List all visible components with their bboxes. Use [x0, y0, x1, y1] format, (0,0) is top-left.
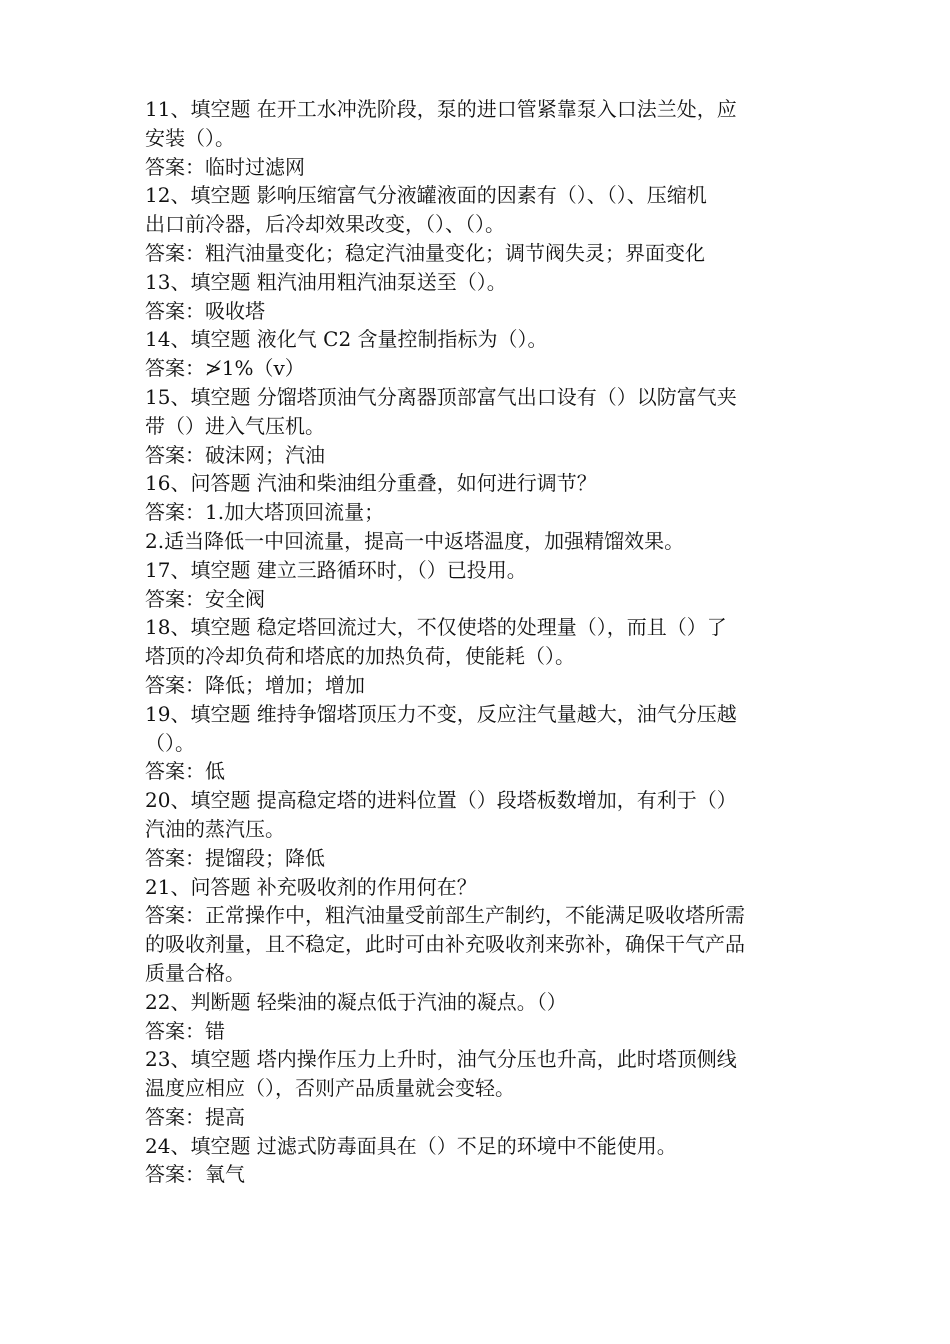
answer-line: 答案：氧气 — [145, 1162, 245, 1187]
text-line: 12、填空题 影响压缩富气分液罐液面的因素有（）、（）、压缩机 — [145, 183, 707, 208]
answer-line: 答案：粗汽油量变化；稳定汽油量变化；调节阀失灵；界面变化 — [145, 240, 705, 265]
answer-line: 答案：错 — [145, 1018, 225, 1043]
text-line: 23、填空题 塔内操作压力上升时，油气分压也升高，此时塔顶侧线 — [145, 1047, 737, 1072]
answer-line: 答案：临时过滤网 — [145, 154, 305, 179]
text-line: 22、判断题 轻柴油的凝点低于汽油的凝点。（） — [145, 989, 567, 1014]
text-line: 24、填空题 过滤式防毒面具在（）不足的环境中不能使用。 — [145, 1133, 677, 1158]
text-line: 20、填空题 提高稳定塔的进料位置（）段塔板数增加，有利于（） — [145, 788, 737, 813]
text-line: 温度应相应（），否则产品质量就会变轻。 — [145, 1076, 515, 1101]
text-line: 出口前冷器，后冷却效果改变，（）、（）。 — [145, 212, 505, 237]
answer-line: 答案：正常操作中，粗汽油量受前部生产制约，不能满足吸收塔所需 — [145, 903, 745, 928]
answer-line: 答案：提馏段；降低 — [145, 845, 325, 870]
text-line: 18、填空题 稳定塔回流过大，不仅使塔的处理量（），而且（）了 — [145, 615, 727, 640]
text-line: 16、问答题 汽油和柴油组分重叠，如何进行调节？ — [145, 471, 597, 496]
answer-line: 答案：吸收塔 — [145, 298, 265, 323]
text-line: 15、填空题 分馏塔顶油气分离器顶部富气出口设有（）以防富气夹 — [145, 384, 737, 409]
answer-line: 答案：≯1%（v） — [145, 356, 305, 381]
text-line: 安装（）。 — [145, 125, 235, 150]
text-line: 带（）进入气压机。 — [145, 413, 325, 438]
text-line: 汽油的蒸汽压。 — [145, 816, 285, 841]
answer-line: 答案：破沫网；汽油 — [145, 442, 325, 467]
answer-line: 答案：提高 — [145, 1104, 245, 1129]
answer-line: 答案：安全阀 — [145, 586, 265, 611]
document-page — [145, 95, 817, 1189]
text-line: 的吸收剂量，且不稳定，此时可由补充吸收剂来弥补，确保干气产品 — [145, 932, 745, 957]
text-line: 2.适当降低一中回流量，提高一中返塔温度，加强精馏效果。 — [145, 528, 685, 553]
answer-line: 答案：低 — [145, 759, 225, 784]
text-line: 14、填空题 液化气 C2 含量控制指标为（）。 — [145, 327, 548, 352]
text-line: 13、填空题 粗汽油用粗汽油泵送至（）。 — [145, 269, 507, 294]
text-line: 17、填空题 建立三路循环时，（）已投用。 — [145, 557, 527, 582]
answer-line: 答案：降低；增加；增加 — [145, 672, 365, 697]
text-line: 21、问答题 补充吸收剂的作用何在？ — [145, 874, 477, 899]
text-line: （）。 — [145, 730, 195, 755]
text-line: 19、填空题 维持争馏塔顶压力不变，反应注气量越大，油气分压越 — [145, 701, 737, 726]
answer-line: 答案：1.加大塔顶回流量； — [145, 500, 385, 525]
text-line: 质量合格。 — [145, 960, 245, 985]
text-line: 塔顶的冷却负荷和塔底的加热负荷，使能耗（）。 — [145, 644, 575, 669]
text-line: 11、填空题 在开工水冲洗阶段，泵的进口管紧靠泵入口法兰处，应 — [145, 97, 737, 121]
